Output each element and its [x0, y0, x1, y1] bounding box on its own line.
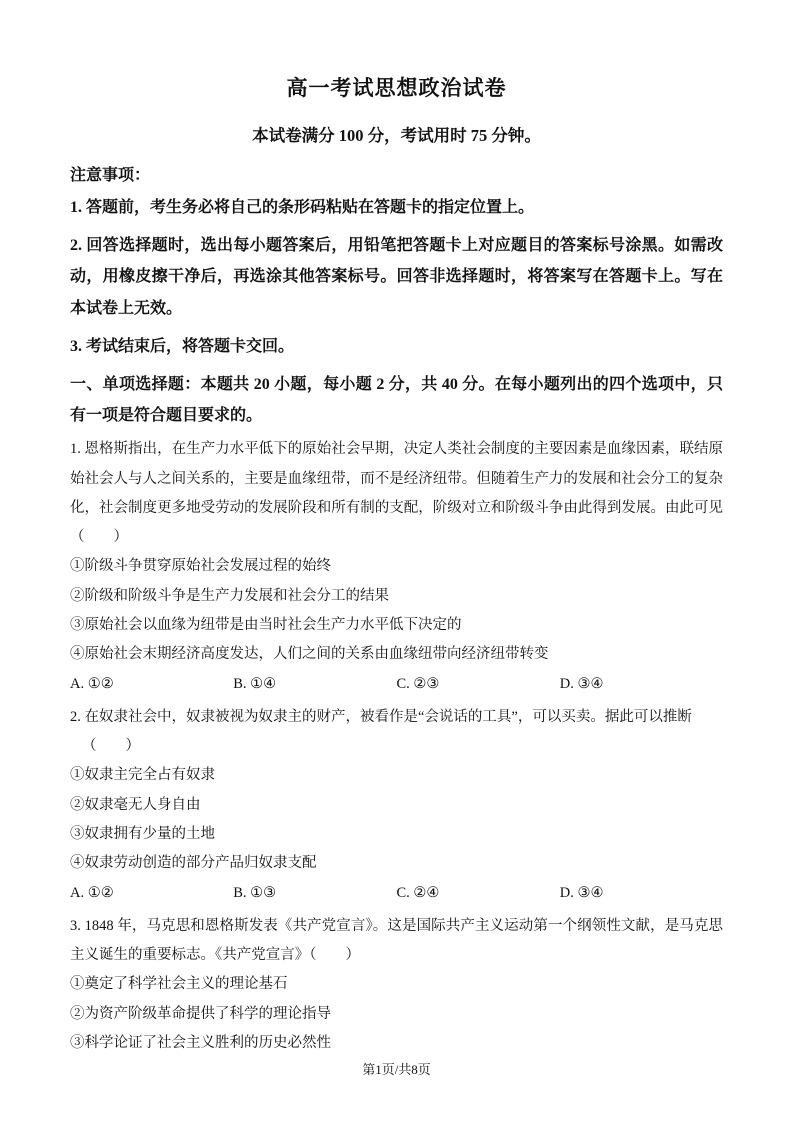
page-footer: 第1页/共8页 — [362, 1062, 431, 1077]
question-2-item-1: ①奴隶主完全占有奴隶 — [70, 767, 215, 784]
question-1-option-b: B. ①④ — [233, 675, 277, 692]
question-2-item-4: ④奴隶劳动创造的部分产品归奴隶支配 — [70, 855, 317, 872]
question-1-option-c: C. ②③ — [396, 675, 440, 692]
question-2-option-b: B. ①③ — [233, 884, 277, 901]
question-1-options — [70, 670, 723, 699]
question-3-item-1: ①奠定了科学社会主义的理论基石 — [70, 976, 288, 993]
exam-subtitle: 本试卷满分 100 分，考试用时 75 分钟。 — [252, 126, 541, 145]
section-header: 一、单项选择题：本题共 20 小题，每小题 2 分，共 40 分。在每小题列出的四个选项中，只有一项是符合题目要求的。 — [70, 375, 723, 425]
question-1-item-4: ④原始社会末期经济高度发达，人们之间的关系由血缘纽带向经济纽带转变 — [70, 646, 549, 663]
question-2-options — [70, 879, 723, 908]
question-2-item-2: ②奴隶毫无人身自由 — [70, 796, 201, 813]
notice-item-1: 1. 答题前，考生务必将自己的条形码粘贴在答题卡的指定位置上。 — [70, 199, 535, 216]
question-1-option-d: D. ③④ — [559, 675, 604, 692]
question-2-option-c: C. ②④ — [396, 884, 440, 901]
question-2-item-3: ③奴隶拥有少量的土地 — [70, 825, 215, 842]
notice-item-2: 2. 回答选择题时，选出每小题答案后，用铅笔把答题卡上对应题目的答案标号涂黑。如需改动，用橡皮擦干净后，再选涂其他答案标号。回答非选择题时，将答案写在答题卡上。写在本试卷上无效。 — [70, 237, 723, 317]
question-1-stem: 1. 恩格斯指出，在生产力水平低下的原始社会早期，决定人类社会制度的主要因素是血缘因素，联结原始社会人与人之间关系的，主要是血缘纽带，而不是经济纽带。但随着生产力的发展和社会分工的复杂化，社会制度更多地受劳动的发展阶段和所有制的支配，阶级对立和阶级斗争由此得到发展。由此可见（ ） — [70, 441, 723, 546]
question-1-item-1: ①阶级斗争贯穿原始社会发展过程的始终 — [70, 558, 331, 575]
question-3 — [70, 912, 723, 1058]
notice-header: 注意事项： — [70, 167, 151, 184]
question-1-option-a: A. ①② — [70, 675, 114, 692]
question-2-option-d: D. ③④ — [559, 884, 604, 901]
question-3-item-3: ③科学论证了社会主义胜利的历史必然性 — [70, 1034, 331, 1051]
question-1 — [70, 435, 723, 699]
question-2 — [70, 703, 723, 908]
question-2-stem: 2. 在奴隶社会中，奴隶被视为奴隶主的财产，被看作是“会说话的工具”，可以买卖。据此可以推断 — [70, 708, 692, 725]
question-3-item-2: ②为资产阶级革命提供了科学的理论指导 — [70, 1005, 331, 1022]
question-2-answer-blank: （ ） — [82, 738, 140, 755]
question-2-option-a: A. ①② — [70, 884, 114, 901]
question-1-item-2: ②阶级和阶级斗争是生产力发展和社会分工的结果 — [70, 587, 389, 604]
question-1-item-3: ③原始社会以血缘为纽带是由当时社会生产力水平低下决定的 — [70, 617, 462, 633]
notice-item-3: 3. 考试结束后，将答题卡交回。 — [70, 337, 295, 355]
question-3-stem: 3. 1848 年，马克思和恩格斯发表《共产党宣言》。这是国际共产主义运动第一个纲领性文献，是马克思主义诞生的重要标志。《共产党宣言》（ ） — [70, 917, 723, 964]
exam-title: 高一考试思想政治试卷 — [286, 76, 507, 100]
